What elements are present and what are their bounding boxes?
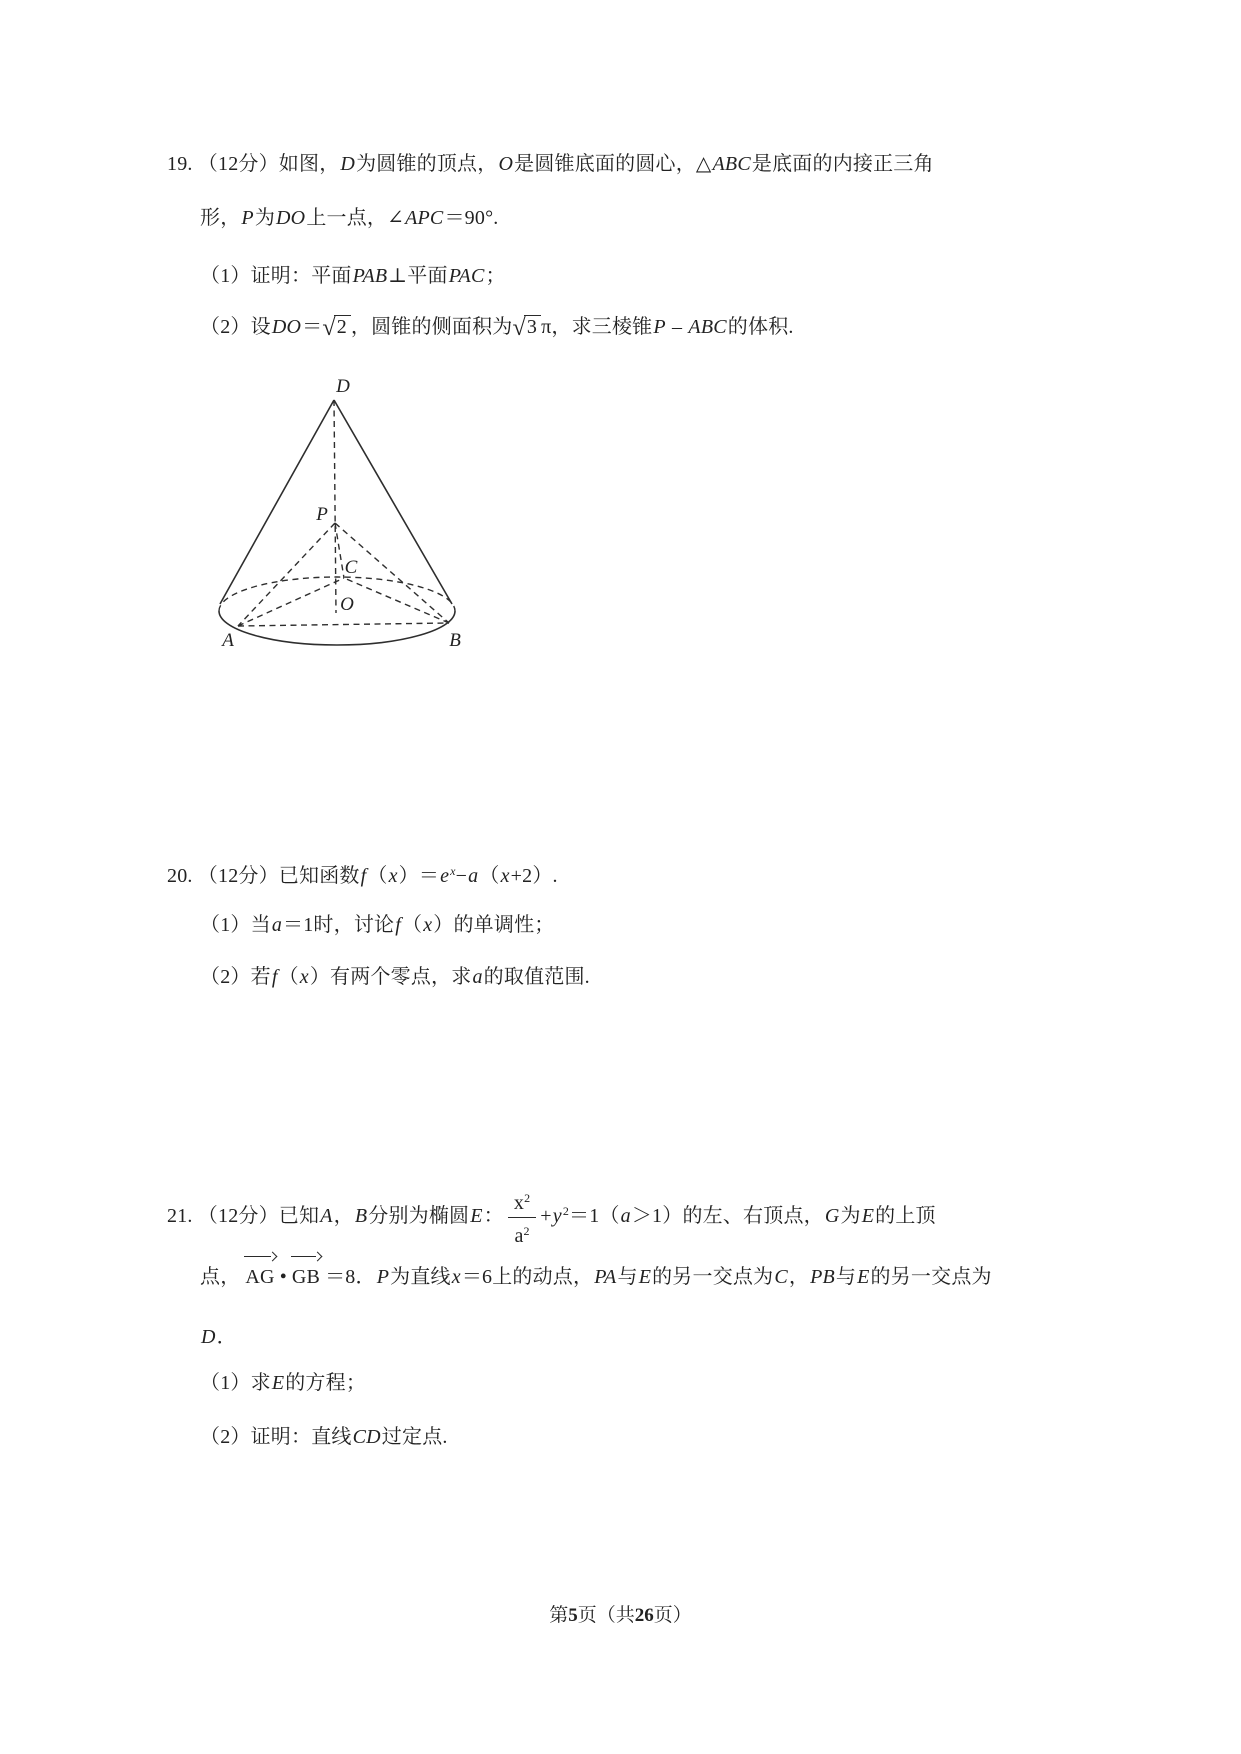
question-19-part-2: （2）设DO＝√2 ，圆锥的侧面积为√3 π，求三棱锥P – ABC的体积. [200,315,794,341]
page-number: 第5页（共26页） [549,1605,692,1626]
label-a: A [222,630,234,651]
question-21-part-1: （1）求E的方程； [200,1372,367,1394]
question-20-part-1: （1）当a＝1时，讨论f（x）的单调性； [200,914,555,936]
base-ellipse-back-arc [219,577,455,611]
question-21-stem-line-2: 点， AG • GB ＝8．P为直线x＝6上的动点，PA与E的另一交点为C，PB与E的另一交点为 [200,1262,992,1292]
question-21-stem-line-1: 21. （12分）已知A，B分别为椭圆E： $\frac{x^2}{a^2}$ $+y^2=1(a>1)$的左、右顶点，G为E的上顶 [167,1186,936,1249]
label-d: D [336,376,350,397]
question-19-stem-line-1: 19. （12分）如图，D为圆锥的顶点，O是圆锥底面的圆心，△ABC是底面的内接正三角 [167,153,934,175]
question-20-part-2: （2）若f（x）有两个零点，求a的取值范围. [200,966,590,988]
question-19-stem-line-2: 形，P为DO上一点，∠APC＝90°. [200,207,499,229]
base-ellipse-front-arc [219,611,455,645]
question-21-part-2: （2）证明：直线CD过定点. [200,1426,448,1448]
label-o: O [340,594,354,615]
question-21-stem-line-3: D． [201,1326,237,1348]
label-p: P [316,504,328,525]
cone-figure [195,360,470,660]
cone-diagram [195,360,470,660]
label-b: B [449,630,461,651]
question-19-part-1: （1）证明：平面PAB⊥平面PAC； [200,265,506,287]
label-c: C [344,557,358,578]
question-20-stem: 20. （12分）已知函数$f(x)=e^x-a(x+2)$. [167,864,558,887]
